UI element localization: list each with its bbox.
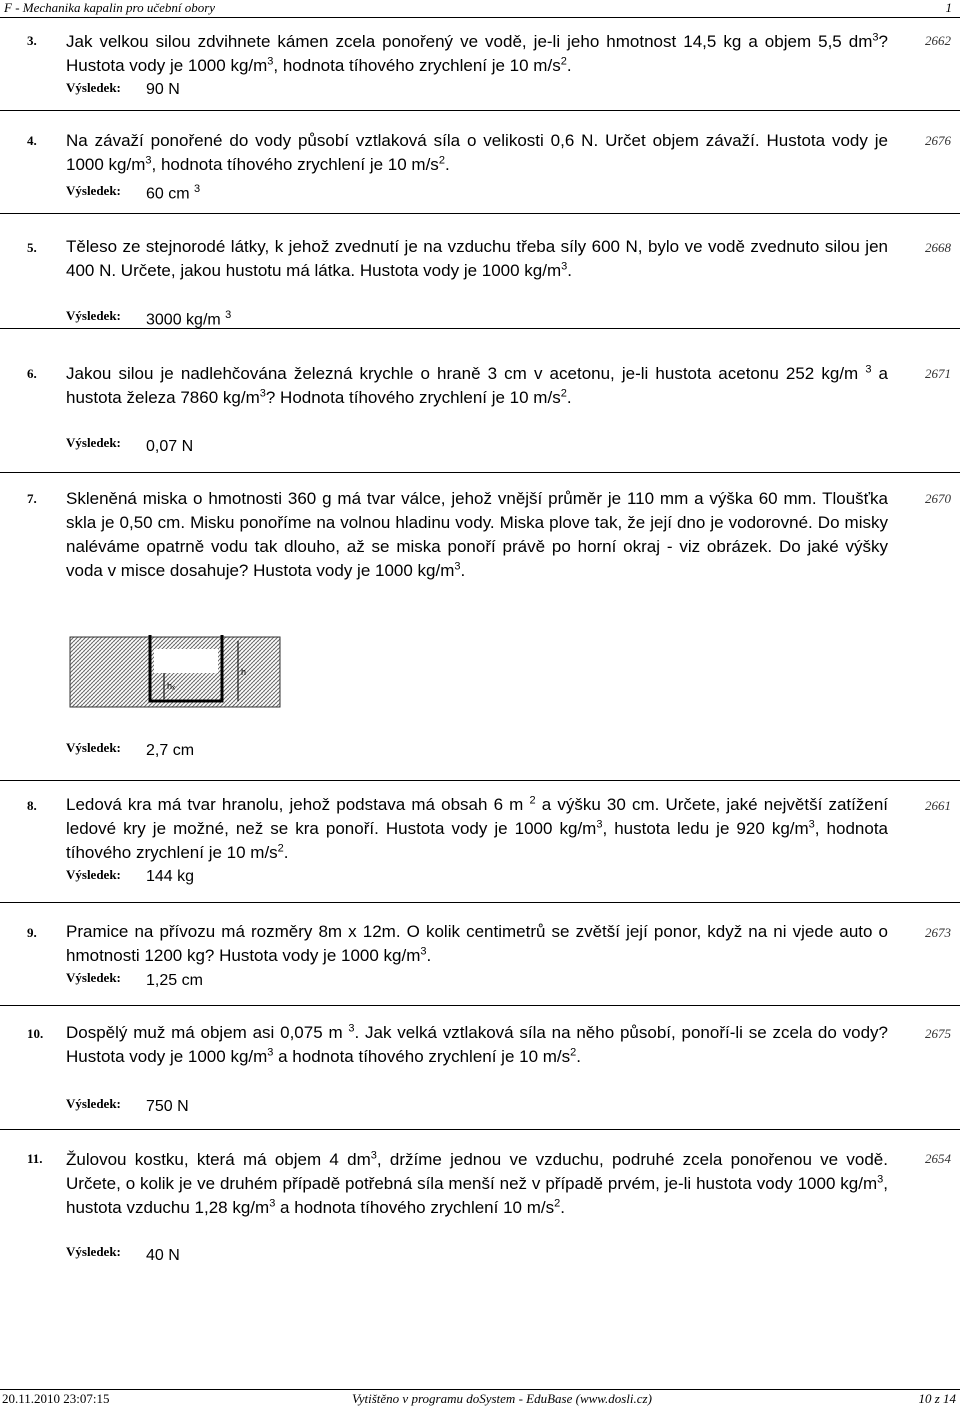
problem-id: 2673 (925, 925, 951, 940)
result-label: Výsledek: (66, 308, 121, 323)
problem-number: 3. (27, 33, 37, 48)
problem-id: 2668 (925, 240, 951, 255)
result-label: Výsledek: (66, 80, 121, 95)
h-label: h (241, 667, 247, 677)
result-label: Výsledek: (66, 740, 121, 755)
problem-text: Ledová kra má tvar hranolu, jehož podstava má obsah 6 m $^2$ a výšku 30 cm. Určete, jaké největší zatížení ledové kry je možné, než se kra ponoří. Hustota vody je 1000 $kg/m^3$, hustota ledu je 920 $kg/m^3$, hodnota tíhového zrychlení je 10 $m/s^2$. (66, 794, 888, 862)
page-counter: 10 z 14 (918, 1391, 956, 1406)
problem-text: Jak velkou silou zdvihnete kámen zcela ponořený ve vodě, je-li jeho hmotnost 14,5 kg a objem 5,5 $dm^3$? Hustota vody je 1000 $kg/m^3$, hodnota tíhového zrychlení je 10 $m/s^2$. (66, 31, 888, 75)
separator (0, 472, 960, 473)
problem-text: Žulovou kostku, která má objem 4 $dm^3$, držíme jednou ve vzduchu, podruhé zcela ponořenou ve vodě. Určete, o kolik je ve druhém případě potřebná síla menší než v případě prvém, je-li hustota vody 1000 $kg/m^3$, hustota vzduchu 1,28 $kg/m^3$ a hodnota tíhového zrychlení 10 $m/s^2$. (66, 1149, 888, 1217)
result-value: 2,7 cm (146, 742, 195, 759)
hx-label: hₓ (167, 681, 175, 691)
problem-id: 2676 (925, 133, 951, 148)
problem-number: 5. (27, 240, 37, 255)
problem-text: Pramice na přívozu má rozměry 8m x 12m. O kolik centimetrů se zvětší její ponor, když na ni vjede auto o hmotnosti 1200 kg? Hustota vody je 1000 $kg/m^3$. (66, 922, 888, 965)
document-title: F - Mechanika kapalin pro učební obory (4, 0, 216, 15)
separator (0, 1129, 960, 1130)
problem-text: Skleněná miska o hmotnosti 360 g má tvar válce, jehož vnější průměr je 110 mm a výška 60 mm. Tloušťka skla je 0,50 cm. Misku ponoříme na volnou hladinu vody. Miska plove tak, že její dno je vodorovné. Do misky naléváme opatrně vodu tak dlouho, až se miska ponoří právě po horní okraj - viz obrázek. Do jaké výšky voda v misce dosahuje? Hustota vody je 1000 $kg/m^3$. (66, 489, 888, 580)
result-value: 0,07 N (146, 438, 194, 455)
result-label: Výsledek: (66, 435, 121, 450)
print-datetime: 20.11.2010 23:07:15 (2, 1391, 110, 1406)
problem-id: 2662 (925, 33, 951, 48)
result-label: Výsledek: (66, 183, 121, 198)
separator (0, 110, 960, 111)
problem-id: 2654 (925, 1151, 951, 1166)
result-value: 750 N (146, 1098, 189, 1115)
problem-text: Na závaží ponořené do vody působí vztlaková síla o velikosti 0,6 N. Určet objem závaží. Hustota vody je 1000 $kg/m^3$, hodnota tíhového zrychlení je 10 $m/s^2$. (66, 131, 888, 174)
footer-divider (0, 1389, 960, 1390)
problem-id: 2661 (925, 798, 951, 813)
problem-number: 7. (27, 491, 37, 506)
result-label: Výsledek: (66, 867, 121, 882)
problem-number: 9. (27, 925, 37, 940)
result-value: 90 N (146, 81, 180, 98)
problem-id: 2675 (925, 1026, 951, 1041)
problem-id: 2670 (925, 491, 951, 506)
result-value: 1,25 cm (146, 972, 203, 989)
result-label: Výsledek: (66, 970, 121, 985)
separator (0, 1005, 960, 1006)
result-value: 3000 kg/m $^3$ (146, 309, 232, 329)
separator (0, 902, 960, 903)
problem-text: Těleso ze stejnorodé látky, k jehož zvednutí je na vzduchu třeba síly 600 N, bylo ve vodě zvednuto silou jen 400 N. Určete, jakou hustotu má látka. Hustota vody je 1000 $kg/m^3$. (66, 237, 888, 280)
result-value: 144 kg (146, 868, 195, 885)
water-in-dish (152, 673, 220, 699)
result-label: Výsledek: (66, 1244, 121, 1259)
page-mark: 1 (945, 0, 952, 15)
result-value: 60 cm $^3$ (146, 183, 201, 203)
separator (0, 213, 960, 214)
problem-text: Jakou silou je nadlehčována železná krychle o hraně 3 cm v acetonu, je-li hustota acetonu 252 kg/m $^3$ a hustota železa 7860 $kg/m^3$? Hodnota tíhového zrychlení je 10 $m/s^2$. (66, 363, 888, 407)
result-value: 40 N (146, 1247, 180, 1264)
dish-in-water-figure (68, 635, 282, 709)
problem-text: Dospělý muž má objem asi 0,075 m $^3$. Jak velká vztlaková síla na něho působí, ponoří-li se zcela do vody? Hustota vody je 1000 $kg/m^3$ a hodnota tíhového zrychlení je 10 $m/s^2$. (66, 1022, 888, 1066)
problem-number: 4. (27, 133, 37, 148)
separator (0, 780, 960, 781)
separator (0, 328, 960, 329)
result-label: Výsledek: (66, 1096, 121, 1111)
problem-id: 2671 (925, 366, 951, 381)
problem-number: 11. (27, 1151, 43, 1166)
problem-number: 8. (27, 798, 37, 813)
header-divider (0, 17, 960, 18)
problem-number: 6. (27, 366, 37, 381)
printed-by-note: Vytištěno v programu doSystem - EduBase (www.dosli.cz) (352, 1391, 652, 1406)
problem-number: 10. (27, 1026, 44, 1041)
